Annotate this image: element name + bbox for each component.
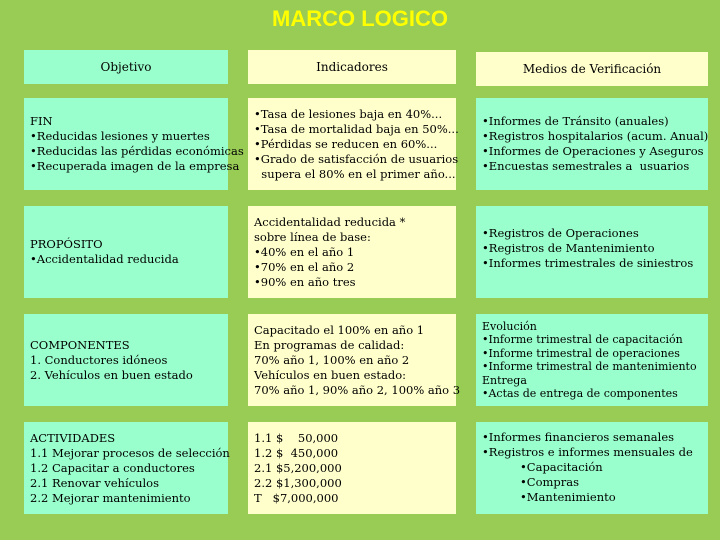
verification-item: •Registros de Operaciones: [482, 226, 639, 240]
verification-item: •Encuestas semestrales a usuarios: [482, 159, 690, 173]
indicator-item: 70% año 1, 90% año 2, 100% año 3: [254, 382, 461, 397]
indicator-item: Vehículos en buen estado:: [254, 367, 406, 382]
indicator-item: •Grado de satisfacción de usuarios: [254, 151, 459, 166]
indicator-item: •Tasa de mortalidad baja en 50%...: [254, 121, 459, 136]
verification-subheading: Entrega: [482, 373, 527, 387]
proposito-verification-cell: [476, 206, 708, 298]
verification-subitem: •Mantenimiento: [520, 490, 616, 504]
fin-verification-cell: [476, 98, 708, 190]
objective-item: 1.1 Mejorar procesos de selección: [30, 445, 230, 460]
header-objetivo: [24, 50, 228, 84]
objective-item: •Recuperada imagen de la empresa: [30, 159, 240, 173]
header-objetivo-label: Objetivo: [100, 59, 152, 74]
verification-item: •Informes de Tránsito (anuales): [482, 114, 669, 128]
verification-subitem: •Compras: [520, 475, 580, 489]
verification-item: •Registros de Mantenimiento: [482, 241, 655, 255]
verification-item: •Registros hospitalarios (acum. Anual): [482, 129, 709, 143]
header-medios: [476, 52, 708, 86]
indicator-item: •90% en año tres: [254, 274, 356, 289]
actividades-verification-cell: [476, 422, 708, 514]
verification-subheading: Evolución: [482, 319, 537, 333]
proposito-objective-cell: [24, 206, 228, 298]
objective-item: 2.2 Mejorar mantenimiento: [30, 490, 191, 505]
componentes-verification-cell: [476, 314, 708, 406]
budget-item: 2.2 $1,300,000: [254, 475, 342, 490]
verification-item: •Registros e informes mensuales de: [482, 445, 693, 459]
objective-item: 2.1 Renovar vehículos: [30, 475, 159, 490]
verification-subitem: •Capacitación: [520, 460, 603, 474]
objective-item: •Reducidas las pérdidas económicas: [30, 144, 244, 158]
componentes-indicators-cell: [248, 314, 461, 406]
actividades-objective-cell: [24, 422, 228, 514]
indicator-item: •70% en el año 2: [254, 259, 355, 274]
fin-indicators-cell: [248, 98, 459, 190]
objective-item: •Accidentalidad reducida: [30, 252, 179, 266]
indicator-item: •Tasa de lesiones baja en 40%...: [254, 106, 443, 121]
indicator-item: En programas de calidad:: [254, 337, 405, 352]
componentes-heading: COMPONENTES: [30, 337, 130, 352]
header-indicadores-label: Indicadores: [316, 59, 388, 74]
actividades-indicators-cell: [248, 422, 456, 514]
componentes-objective-cell: [24, 314, 228, 406]
verification-item: •Actas de entrega de componentes: [482, 387, 678, 400]
verification-item: •Informes trimestrales de siniestros: [482, 256, 694, 270]
budget-item: 2.1 $5,200,000: [254, 460, 342, 475]
indicator-item: •40% en el año 1: [254, 244, 355, 259]
verification-item: •Informe trimestral de capacitación: [482, 333, 683, 346]
verification-item: •Informe trimestral de operaciones: [482, 346, 680, 360]
indicator-item: Capacitado el 100% en año 1: [254, 322, 425, 337]
page-title: MARCO LOGICO: [272, 6, 448, 31]
indicator-item: 70% año 1, 100% en año 2: [254, 352, 410, 367]
fin-objective-cell: [24, 98, 244, 190]
header-indicadores: [248, 50, 456, 84]
objective-item: •Reducidas lesiones y muertes: [30, 129, 210, 143]
proposito-indicators-cell: [248, 206, 456, 298]
proposito-heading: PROPÓSITO: [30, 237, 103, 251]
budget-total: T $7,000,000: [254, 490, 339, 505]
budget-item: 1.2 $ 450,000: [254, 445, 339, 460]
header-medios-label: Medios de Verificación: [522, 61, 662, 76]
verification-item: •Informe trimestral de mantenimiento: [482, 360, 697, 373]
fin-heading: FIN: [30, 114, 53, 128]
objective-item: 1. Conductores idóneos: [30, 352, 168, 367]
verification-item: •Informes de Operaciones y Aseguros: [482, 144, 704, 158]
actividades-heading: ACTIVIDADES: [30, 430, 116, 445]
indicator-item: supera el 80% en el primer año...: [254, 166, 456, 181]
verification-item: •Informes financieros semanales: [482, 430, 675, 444]
indicator-item: •Pérdidas se reducen en 60%...: [254, 136, 438, 151]
indicator-item: Accidentalidad reducida *: [254, 214, 406, 229]
objective-item: 1.2 Capacitar a conductores: [30, 460, 195, 475]
objective-item: 2. Vehículos en buen estado: [30, 367, 193, 382]
budget-item: 1.1 $ 50,000: [254, 430, 339, 445]
indicator-item: sobre línea de base:: [254, 229, 371, 244]
